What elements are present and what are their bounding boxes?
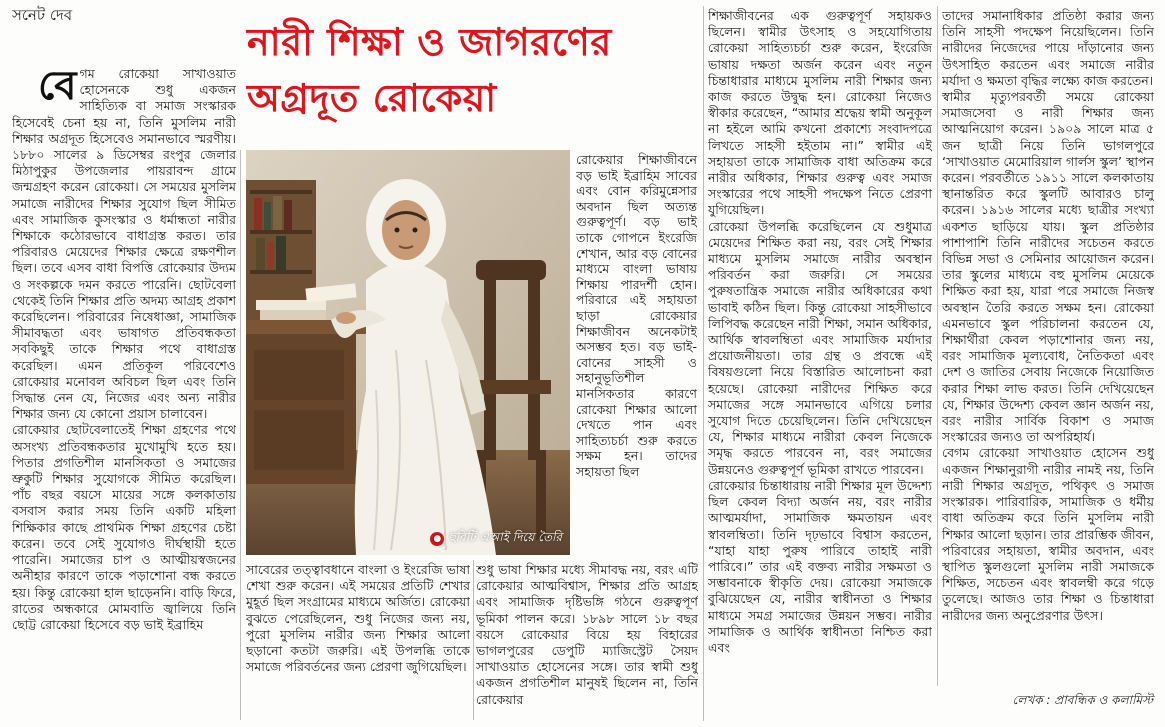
paragraph: শিক্ষাজীবনের এক গুরুত্বপূর্ণ সহায়কও ছিলেন। স্বামীর উৎসাহ ও সহযোগিতায় রোকেয়া সাহিত্যচর্চা শুরু করেন, ইংরেজি ভাষায় দক্ষতা অর্জন করেন এবং নতুন চিন্তাধারার মাধ্যমে মুসলিম নারী শিক্ষার জন্য কাজ করতে উদ্বুদ্ধ হন। রোকেয়া নিজেও স্বীকার করেছেন, “আমার শ্রদ্ধেয় স্বামী অনুকূল না হইলে আমি কখনো প্রকাশ্যে সংবাদপত্রে লিখতে সাহসী হইতাম না।” স্বামীর এই সহায়তা তাকে সামাজিক বাধা অতিক্রম করে নারীর অধিকার, শিক্ষার গুরুত্ব এবং সমাজ সংস্কারের পথে সাহসী পদক্ষেপ নিতে প্রেরণা যুগিয়েছিল। — [708, 8, 932, 218]
paragraph: স্বামীর মৃত্যুপরবর্তী সময়ে রোকেয়া সমাজসেবা ও নারী শিক্ষার জন্য আত্মনিয়োগ করেন। ১৯০৯ সালে মাত্র ৫ জন ছাত্রী নিয়ে তিনি ভাগলপুরে ‘সাখাওয়াত মেমোরিয়াল গার্লস স্কুল’ স্থাপন করেন। পরবর্তীতে ১৯১১ সালে কলকাতায় স্থানান্তরিত করে স্কুলটি আবারও চালু করেন। ১৯১৬ সালের মধ্যে ছাত্রীর সংখ্যা একশত ছাড়িয়ে যায়। স্কুল প্রতিষ্ঠার পাশাপাশি তিনি নারীদের সচেতন করতে বিভিন্ন সভা ও সেমিনার আয়োজন করেন। তার স্কুলের মাধ্যমে বহু মুসলিম মেয়েকে শিক্ষিত করা হয়, যারা পরে সমাজে নিজস্ব অবস্থান তৈরি করতে সক্ষম হন। রোকেয়া এমনভাবে স্কুল পরিচালনা করতেন যে, শিক্ষার্থীরা কেবল পড়াশোনার জন্য নয়, বরং সামাজিক মূল্যবোধ, নৈতিকতা এবং দেশ ও জাতির সেবায় নিজেকে নিয়োজিত করার শিক্ষা লাভ করত। তিনি দেখিয়েছেন যে, শিক্ষার উদ্দেশ্য কেবল জ্ঞান অর্জন নয়, বরং নারীর সার্বিক বিকাশ ও সমাজ সংস্কারের জন্যও তা অপরিহার্য। — [942, 89, 1154, 445]
headline-line-2: অগ্রদূত রোকেয়া — [247, 76, 497, 120]
column-divider — [703, 6, 704, 721]
drop-cap: বে — [38, 66, 77, 109]
column-3-bottom — [476, 562, 698, 722]
author-note: লেখক : প্রাবন্ধিক ও কলামিস্ট — [1012, 693, 1153, 707]
portrait-photo — [246, 150, 570, 555]
column-5 — [942, 8, 1154, 688]
column-divider — [937, 6, 938, 686]
paragraph: রোকেয়ার চিন্তাধারায় নারী শিক্ষার মূল উদ্দেশ্য ছিল কেবল বিদ্যা অর্জন নয়, বরং নারীর আত্মমর্যাদা, সামাজিক ক্ষমতায়ন এবং স্বাবলম্বিতা। তিনি দৃঢ়ভাবে বিশ্বাস করতেন, “যাহা যাহা পুরুষ পারিবে তাহাই নারী পারিবে।” তার এই বক্তব্য নারীর সক্ষমতা ও সম্ভাবনাকে স্বীকৃতি দেয়। রোকেয়া সমাজকে বুঝিয়েছেন যে, নারীর স্বাধীনতা ও শিক্ষার মাধ্যমে সমগ্র সমাজের উন্নয়ন সম্ভব। নারীর সামাজিক ও আর্থিক স্বাধীনতা নিশ্চিত করা এবং — [708, 477, 932, 655]
paragraph: রোকেয়া উপলব্ধি করেছিলেন যে শুধুমাত্র মেয়েদের শিক্ষিত করা নয়, বরং সেই শিক্ষার মাধ্যমে মুসলিম সমাজে নারীর অবস্থান পরিবর্তন করা জরুরি। সে সময়ের পুরুষতান্ত্রিক সমাজে নারীর অধিকারের কথা ভাবাই কঠিন ছিল। কিন্তু রোকেয়া সাহসীভাবে লিপিবদ্ধ করেছেন নারী শিক্ষা, সমান অধিকার, আর্থিক স্বাবলম্বিতা এবং সামাজিক মর্যাদার প্রয়োজনীয়তা। তার গ্রন্থ ও প্রবন্ধে এই বিষয়গুলো নিয়ে বিস্তারিত আলোচনা করা হয়েছে। রোকেয়া নারীদের শিক্ষিত করে সমাজের সঙ্গে সমানভাবে এগিয়ে চলার সুযোগ দিতে চেয়েছিলেন। তিনি দেখিয়েছেন যে, শিক্ষার মাধ্যমে নারীরা কেবল নিজেকে সমৃদ্ধ করতে পারবেন না, বরং সমাজের উন্নয়নেও গুরুত্বপূর্ণ ভূমিকা রাখতে পারবেন। — [708, 218, 932, 477]
photo-caption — [430, 529, 562, 549]
paragraph: শুধু ভাষা শিক্ষার মধ্যে সীমাবদ্ধ নয়, বরং এটি রোকেয়ার আত্মবিশ্বাস, শিক্ষার প্রতি আগ্রহ এবং সামাজিক দৃষ্টিভঙ্গি গঠনে গুরুত্বপূর্ণ ভূমিকা পালন করে। ১৮৯৮ সালে ১৮ বছর বয়সে রোকেয়ার বিয়ে হয় বিহারের ভাগলপুরের ডেপুটি ম্যাজিস্ট্রেট সৈয়দ সাখাওয়াত হোসেনের সঙ্গে। তার স্বামী শুধু একজন প্রগতিশীল মানুষই ছিলেন না, তিনি রোকেয়ার — [476, 562, 698, 707]
column-2-bottom — [246, 562, 470, 722]
byline: সনেট দেব — [12, 6, 73, 24]
camera-icon: ● — [430, 532, 444, 546]
headline-line-1: নারী শিক্ষা ও জাগরণের — [247, 20, 612, 64]
column-divider — [473, 560, 474, 720]
column-divider — [240, 150, 241, 720]
headline — [247, 14, 697, 126]
column-1 — [12, 66, 236, 721]
paragraph — [12, 66, 236, 422]
column-4 — [708, 8, 932, 720]
paragraph: বেগম রোকেয়া সাখাওয়াত হোসেন শুধু একজন শিক্ষানুরাগী নারীর নামই নয়, তিনি নারী শিক্ষার অগ্রদূত, পথিকৃৎ ও সমাজ সংস্কারক। পারিবারিক, সামাজিক ও ধর্মীয় বাধা অতিক্রম করে তিনি মুসলিম নারী শিক্ষার আলো ছড়ান। তার প্রারম্ভিক জীবন, পরিবারের সহায়তা, স্বামীর অবদান, এবং স্থাপিত স্কুলগুলো মুসলিম নারী সমাজকে শিক্ষিত, সচেতন এবং স্বাবলম্বী করে গড়ে তুলেছে। আজও তার শিক্ষা ও চিন্তাধারা নারীদের জন্য অনুপ্রেরণার উৎস। — [942, 445, 1154, 623]
paragraph: সাবেরের তত্ত্বাবধানে বাংলা ও ইংরেজি ভাষা শেখা শুরু করেন। এই সময়ের প্রতিটি শেখার মুহূর্ত ছিল সংগ্রামের মাধ্যমে অর্জিত। রোকেয়া বুঝতে পেরেছিলেন, শুধু নিজের জন্য নয়, পুরো মুসলিম নারীর জন্য শিক্ষার আলো ছড়ানো কতটা জরুরি। এই উপলব্ধি তাকে সমাজে পরিবর্তনের জন্য প্রেরণা জুগিয়েছিল। — [246, 562, 470, 675]
paragraph: রোকেয়ার শিক্ষাজীবনে বড় ভাই ইব্রাহিম সাবের এবং বোন করিমুন্নেসার অবদান ছিল অত্যন্ত গুরুত্বপূর্ণ। বড় ভাই তাকে গোপনে ইংরেজি শেখান, আর বড় বোনের মাধ্যমে বাংলা ভাষায় শিক্ষায় পারদর্শী হোন। পরিবারে এই সহায়তা ছাড়া রোকেয়ার শিক্ষাজীবন অনেকটাই অসম্ভব হত। বড় ভাই-বোনের সাহসী ও সহানুভূতিশীল মানসিকতার কারণে রোকেয়া শিক্ষার আলো দেখতে পান এবং সাহিত্যচর্চা শুরু করতে সক্ষম হন। তাদের সহায়তা ছিল — [576, 152, 697, 479]
photo-caption-text: ছবিটি এআই দিয়ে তৈরি — [448, 530, 562, 544]
lead-text: গম রোকেয়া সাখাওয়াত হোসেনকে শুধু একজন সাহিত্যিক বা সমাজ সংস্কারক হিসেবেই চেনা হয় না, তিনি মুসলিম নারী শিক্ষার অগ্রদূত হিসেবেও সমানভাবে স্মরণীয়। ১৮৮০ সালের ৯ ডিসেম্বর রংপুর জেলার মিঠাপুকুর উপজেলার পায়রাবন্দ গ্রামে জন্মগ্রহণ করেন রোকেয়া। সে সময়ের মুসলিম সমাজে নারীদের শিক্ষার সুযোগ ছিল সীমিত এবং সামাজিক কুসংস্কার ও ধর্মান্ধতা নারীর শিক্ষাকে কঠোরভাবে বাধাগ্রস্ত করত। তার পরিবারও মেয়েদের শিক্ষার ক্ষেত্রে রক্ষণশীল ছিল। তবে এসব বাধা বিপত্তি রোকেয়ার উদ্যম ও সংকল্পকে দমন করতে পারেনি। ছোটবেলা থেকেই তিনি শিক্ষার প্রতি অদম্য আগ্রহ প্রকাশ করেছিলেন। পরিবারের নিষেধাজ্ঞা, সামাজিক সীমাবদ্ধতা এবং ভাষাগত প্রতিবন্ধকতা সবকিছুই তাকে শিক্ষার পথে বাধাগ্রস্ত করেছিল। এমন প্রতিকূল পরিবেশেও রোকেয়ার মনোবল অবিচল ছিল এবং তিনি সিদ্ধান্ত নেন যে, নিজের এবং অন্য নারীর শিক্ষার জন্য যে কোনো প্রয়াস চালাবেন। — [12, 66, 236, 422]
column-2-side — [576, 152, 697, 562]
portrait-illustration — [246, 150, 570, 555]
paragraph: তাদের সমানাধিকার প্রতিষ্ঠা করার জন্য তিনি সাহসী পদক্ষেপ নিয়েছিলেন। তিনি নারীদের নিজেদের পায়ে দাঁড়ানোর জন্য উৎসাহিত করতেন এবং সমাজে নারীর মর্যাদা ও ক্ষমতা বৃদ্ধির লক্ষ্যে কাজ করতেন। — [942, 8, 1154, 88]
paragraph: রোকেয়ার ছোটবেলাতেই শিক্ষা গ্রহণের পথে অসংখ্য প্রতিবন্ধকতার মুখোমুখি হতে হয়। পিতার প্রগতিশীল মানসিকতা ও সমাজের ভ্রুকুটি শিক্ষার সুযোগকে সীমিত করেছিল। পাঁচ বছর বয়সে মায়ের সঙ্গে কলকাতায় বসবাস করার সময় তিনি একটি মহিলা শিক্ষিকার কাছে প্রাথমিক শিক্ষা গ্রহণের চেষ্টা করেন। তবে সেই সুযোগও দীর্ঘস্থায়ী হতে পারেনি। সমাজের চাপ ও আত্মীয়স্বজনের অনীহার কারণে তাকে পড়াশোনা বন্ধ করতে হয়। কিন্তু রোকেয়া হাল ছাড়েননি। বাড়ি ফিরে, রাতের অন্ধকারে মোমবাতি জ্বালিয়ে তিনি ছোট্ট রোকেয়া হিসেবে বড় ভাই ইব্রাহিম — [12, 422, 236, 632]
